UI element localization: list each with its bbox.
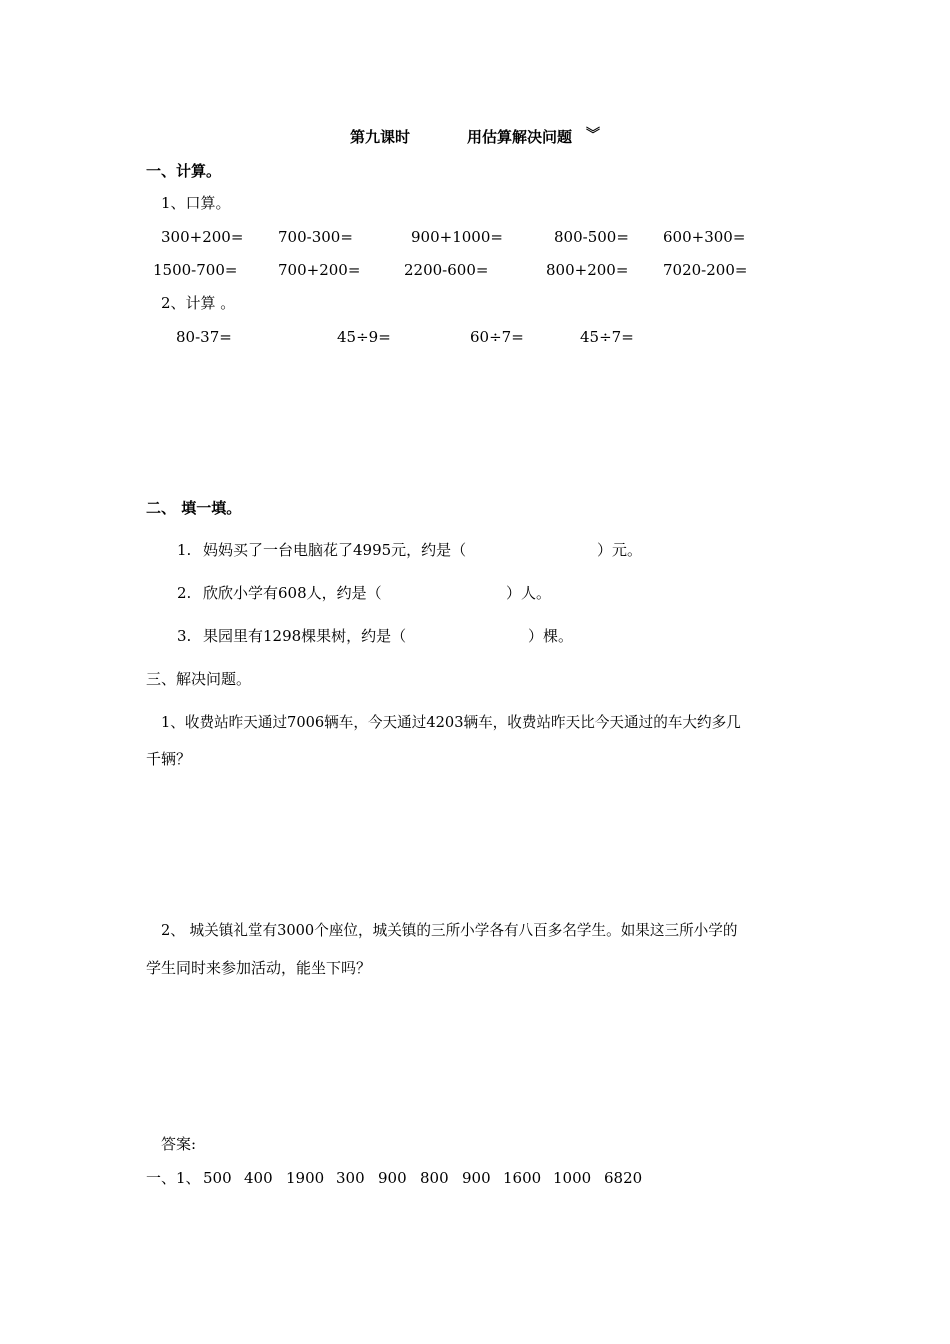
- fill-item-text: 妈妈买了一台电脑花了4995元，约是（: [203, 541, 467, 559]
- calc-item: 45÷7=: [580, 328, 634, 346]
- fill-item-text: ）人。: [506, 584, 552, 602]
- answer-value: 1600: [503, 1169, 542, 1187]
- answer-value: 800: [420, 1169, 449, 1187]
- section1-sub1-label: 1、口算。: [161, 194, 231, 212]
- oral-calc-item: 300+200=: [161, 228, 244, 246]
- fill-item-text: 欣欣小学有608人，约是（: [203, 584, 382, 602]
- answer-value: 400: [244, 1169, 273, 1187]
- problem2-line2: 学生同时来参加活动，能坐下吗？: [146, 959, 372, 977]
- fill-item-number: 2.: [177, 584, 192, 602]
- fill-item-number: 1.: [177, 541, 192, 559]
- answer-value: 500: [203, 1169, 232, 1187]
- answer-value: 900: [462, 1169, 491, 1187]
- section3-heading: 三、解决问题。: [146, 670, 252, 688]
- title-part2: 用估算解决问题: [467, 128, 573, 146]
- oral-calc-item: 600+300=: [663, 228, 746, 246]
- oral-calc-item: 7020-200=: [663, 261, 748, 279]
- oral-calc-item: 800-500=: [554, 228, 629, 246]
- answer-value: 1900: [286, 1169, 325, 1187]
- oral-calc-item: 2200-600=: [404, 261, 489, 279]
- answer-value: 300: [336, 1169, 365, 1187]
- answers-label: 答案:: [161, 1135, 197, 1153]
- oral-calc-item: 1500-700=: [153, 261, 238, 279]
- oral-calc-item: 900+1000=: [411, 228, 503, 246]
- title-mark-icon: ︾: [586, 127, 600, 143]
- fill-item-text: ）元。: [597, 541, 643, 559]
- oral-calc-item: 700+200=: [278, 261, 361, 279]
- answers-prefix: 一、1、: [146, 1169, 201, 1187]
- problem1-line1: 1、收费站昨天通过7006辆车，今天通过4203辆车，收费站昨天比今天通过的车大约多几: [161, 714, 741, 731]
- oral-calc-item: 700-300=: [278, 228, 353, 246]
- fill-item-text: ）棵。: [528, 627, 574, 645]
- answer-value: 900: [378, 1169, 407, 1187]
- calc-item: 60÷7=: [470, 328, 524, 346]
- title-part1: 第九课时: [350, 128, 411, 146]
- fill-item-number: 3.: [177, 627, 192, 645]
- section1-heading: 一、计算。: [146, 162, 222, 180]
- answer-value: 1000: [553, 1169, 592, 1187]
- answer-value: 6820: [604, 1169, 643, 1187]
- problem2-line1: 2、 城关镇礼堂有3000个座位，城关镇的三所小学各有八百多名学生。如果这三所小学的: [161, 922, 738, 939]
- calc-item: 45÷9=: [337, 328, 391, 346]
- problem1-line2: 千辆？: [146, 750, 192, 768]
- fill-item-text: 果园里有1298棵果树，约是（: [203, 627, 407, 645]
- oral-calc-item: 800+200=: [546, 261, 629, 279]
- section2-heading: 二、 填一填。: [146, 499, 242, 517]
- section1-sub2-label: 2、计算 。: [161, 294, 236, 312]
- calc-item: 80-37=: [176, 328, 232, 346]
